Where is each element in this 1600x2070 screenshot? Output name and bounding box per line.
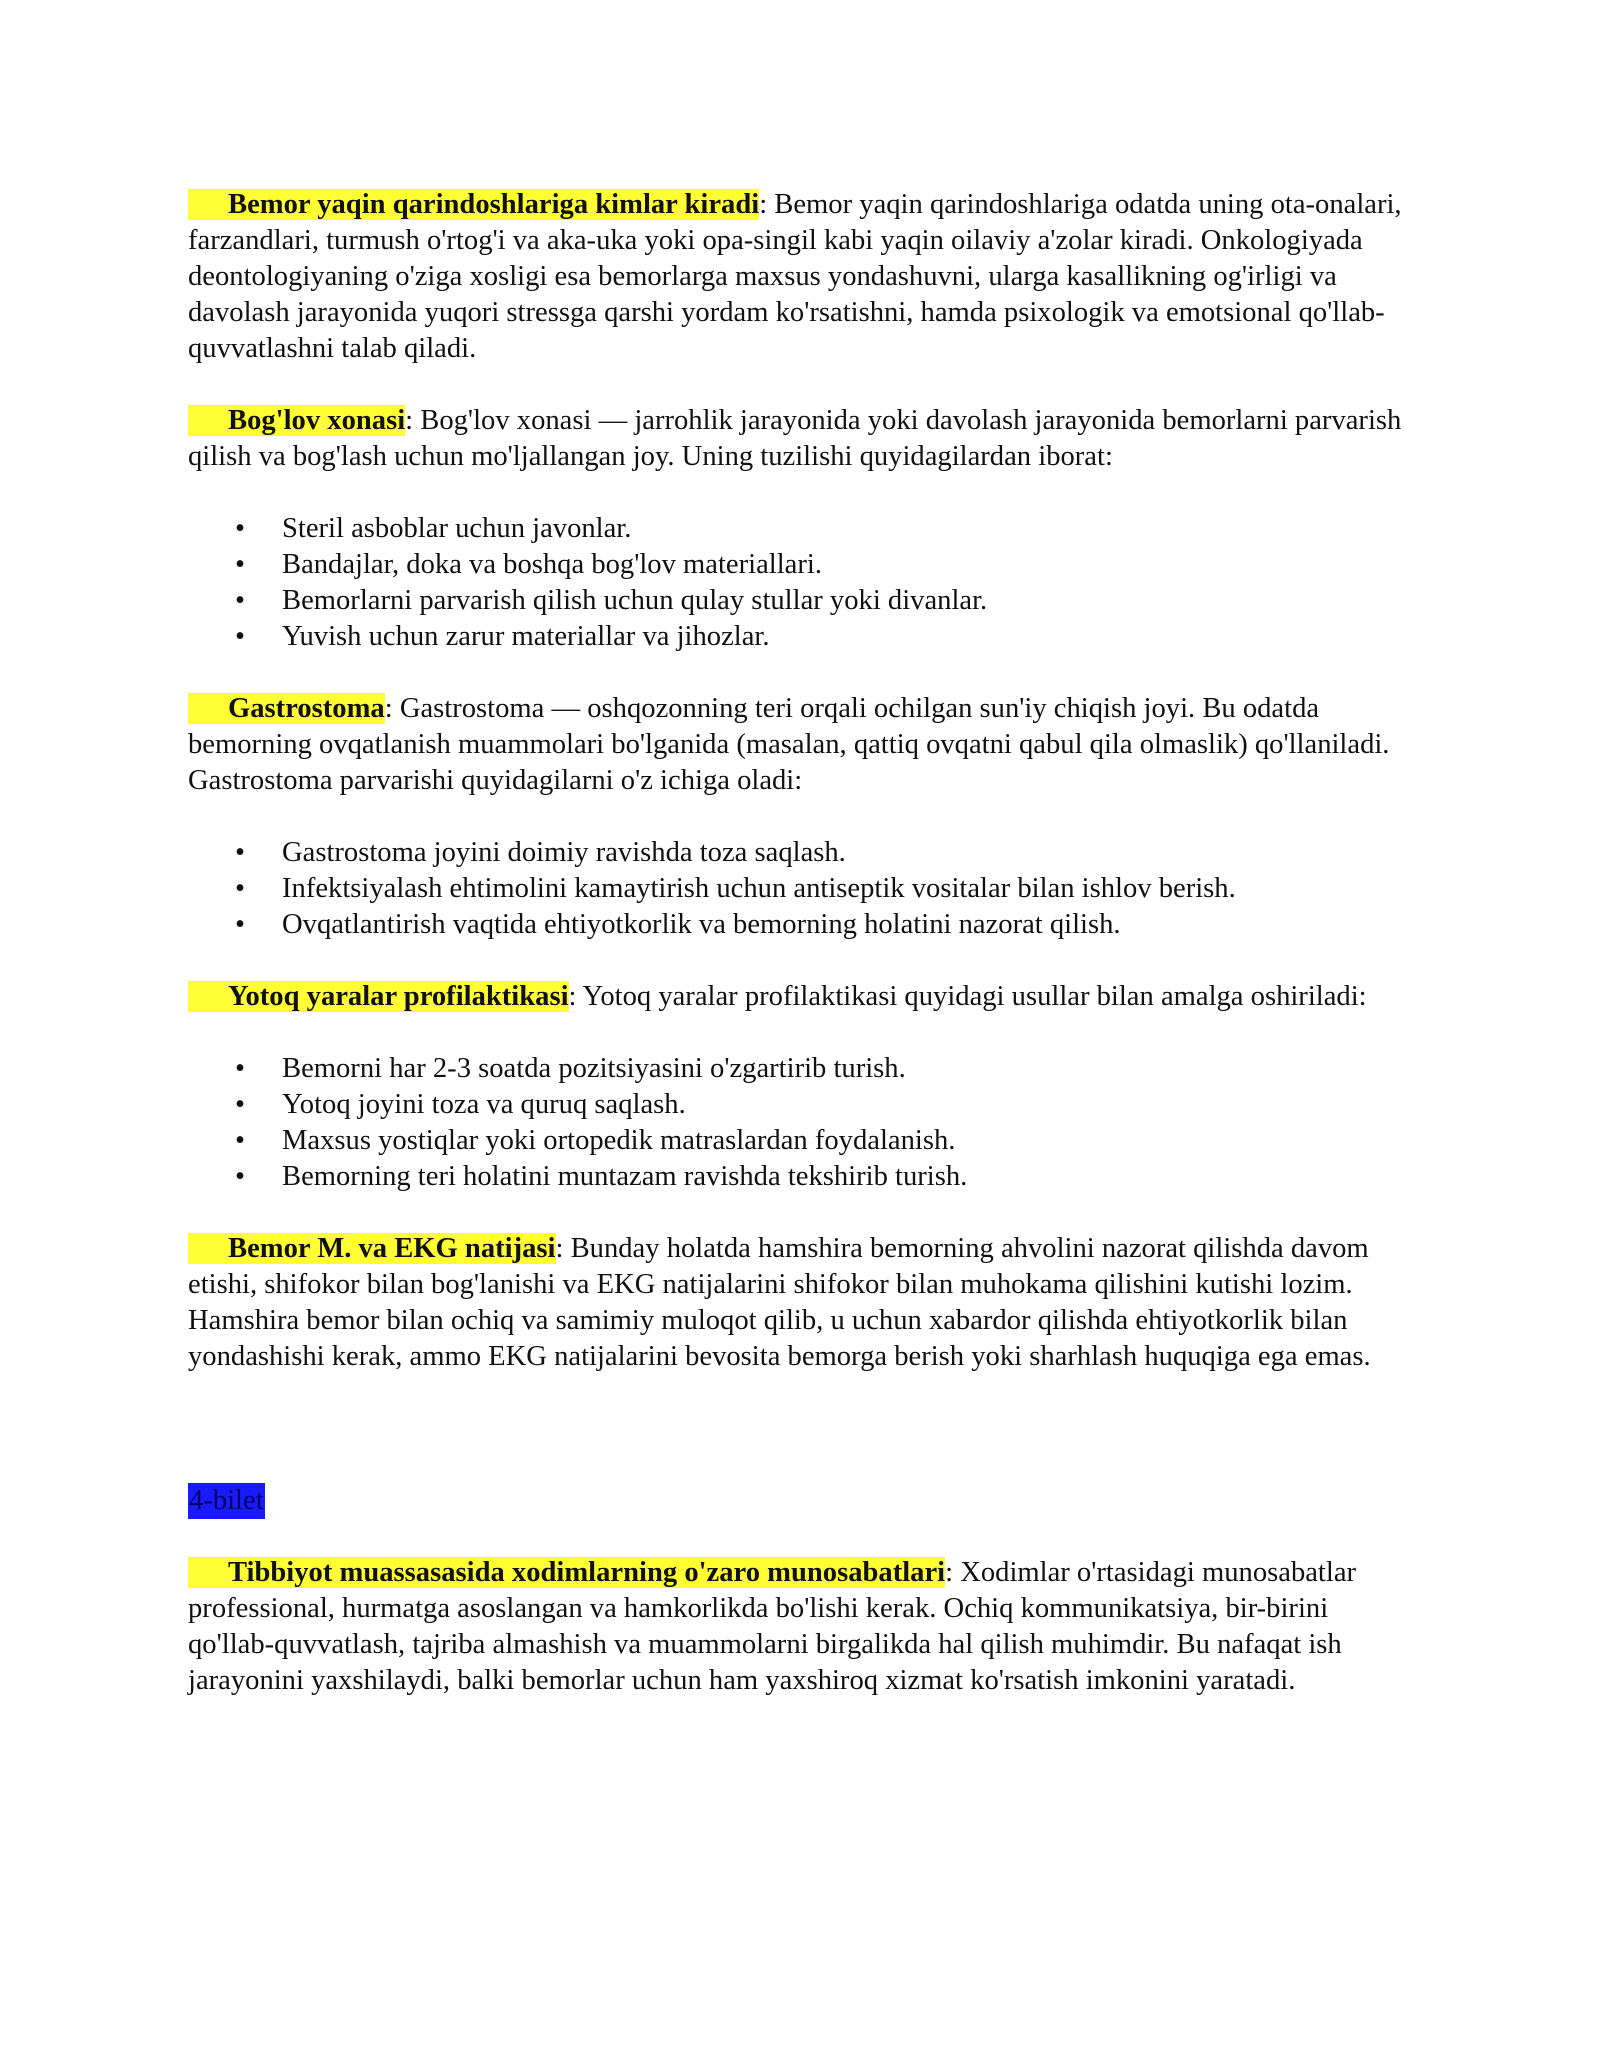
list-item: • Maxsus yostiqlar yoki ortopedik matraslardan foydalanish. <box>188 1123 1413 1159</box>
paragraph-gastrostoma <box>188 691 1413 799</box>
bullet-icon: • <box>234 909 245 940</box>
paragraph-dressing-room <box>188 403 1413 475</box>
bullet-icon: • <box>234 549 245 580</box>
bullet-icon: • <box>234 873 245 904</box>
bullet-icon: • <box>234 585 245 616</box>
bullet-icon: • <box>234 837 245 868</box>
document-page <box>188 187 1413 1699</box>
text-bedsores: : Yotoq yaralar profilaktikasi quyidagi usullar bilan amalga oshiriladi: <box>568 981 1367 1012</box>
list-item: • Yuvish uchun zarur materiallar va jihozlar. <box>188 619 1413 655</box>
list-item: • Bemorning teri holatini muntazam ravishda tekshirib turish. <box>188 1159 1413 1195</box>
term-ekg: Bemor M. va EKG natijasi <box>228 1233 556 1264</box>
paragraph-bedsores <box>188 979 1413 1015</box>
bullet-icon: • <box>234 1089 245 1120</box>
paragraph-relatives <box>188 187 1413 367</box>
term-relatives: Bemor yaqin qarindoshlariga kimlar kiradi <box>228 189 760 220</box>
list-item: • Bandajlar, doka va boshqa bog'lov materiallari. <box>188 547 1413 583</box>
list-item: • Bemorlarni parvarish qilish uchun qulay stullar yoki divanlar. <box>188 583 1413 619</box>
term-staff-relations: Tibbiyot muassasasida xodimlarning o'zaro munosabatlari <box>228 1557 946 1588</box>
bullet-icon: • <box>234 1161 245 1192</box>
list-item: • Yotoq joyini toza va quruq saqlash. <box>188 1087 1413 1123</box>
list-item: • Gastrostoma joyini doimiy ravishda toza saqlash. <box>188 835 1413 871</box>
list-item: • Infektsiyalash ehtimolini kamaytirish uchun antiseptik vositalar bilan ishlov berish. <box>188 871 1413 907</box>
bullet-icon: • <box>234 513 245 544</box>
list-item: • Bemorni har 2-3 soatda pozitsiyasini o'zgartirib turish. <box>188 1051 1413 1087</box>
list-item: • Steril asboblar uchun javonlar. <box>188 511 1413 547</box>
bullet-list-dressing-room <box>188 511 1413 655</box>
term-gastrostoma: Gastrostoma <box>228 693 385 724</box>
paragraph-ekg <box>188 1231 1413 1375</box>
ticket-label: 4-bilet <box>188 1483 265 1519</box>
text-ekg: : Bunday holatda hamshira bemorning ahvolini nazorat qilishda davom etishi, shifokor bilan bog'lanishi va EKG natijalarini shifokor bilan muhokama qilishini kutishi lozim. Hamshira bemor bilan ochiq va samimiy muloqot qilib, u uchun xabardor qilishda ehtiyotkorlik bilan yondashishi kerak, ammo EKG natijalarini bevosita bemorga berish yoki sharhlash huquqiga ega emas. <box>188 1233 1371 1372</box>
bullet-icon: • <box>234 621 245 652</box>
bullet-icon: • <box>234 1053 245 1084</box>
bullet-list-bedsores <box>188 1051 1413 1195</box>
ticket-label-line <box>188 1483 1413 1519</box>
list-item: • Ovqatlantirish vaqtida ehtiyotkorlik va bemorning holatini nazorat qilish. <box>188 907 1413 943</box>
bullet-list-gastrostoma <box>188 835 1413 943</box>
text-staff-relations: : Xodimlar o'rtasidagi munosabatlar professional, hurmatga asoslangan va hamkorlikda bo'lishi kerak. Ochiq kommunikatsiya, bir-birini qo'llab-quvvatlash, tajriba almashish va muammolarni birgalikda hal qilish muhimdir. Bu nafaqat ish jarayonini yaxshilaydi, balki bemorlar uchun ham yaxshiroq xizmat ko'rsatish imkonini yaratadi. <box>188 1557 1357 1696</box>
term-dressing-room: Bog'lov xonasi <box>228 405 406 436</box>
text-gastrostoma: : Gastrostoma — oshqozonning teri orqali ochilgan sun'iy chiqish joyi. Bu odatda bemorning ovqatlanish muammolari bo'lganida (masalan, qattiq ovqatni qabul qila olmaslik) qo'llaniladi. Gastrostoma parvarishi quyidagilarni o'z ichiga oladi: <box>188 693 1390 796</box>
paragraph-staff-relations <box>188 1555 1413 1699</box>
text-dressing-room: : Bog'lov xonasi — jarrohlik jarayonida yoki davolash jarayonida bemorlarni parvarish qilish va bog'lash uchun mo'ljallangan joy. Uning tuzilishi quyidagilardan iborat: <box>188 405 1402 472</box>
bullet-icon: • <box>234 1125 245 1156</box>
term-bedsores: Yotoq yaralar profilaktikasi <box>228 981 569 1012</box>
text-relatives: : Bemor yaqin qarindoshlariga odatda uning ota-onalari, farzandlari, turmush o'rtog'i va aka-uka yoki opa-singil kabi yaqin oilaviy a'zolar kiradi. Onkologiyada deontologiyaning o'ziga xosligi esa bemorlarga maxsus yondashuvni, ularga kasallikning og'irligi va davolash jarayonida yuqori stressga qarshi yordam ko'rsatishni, hamda psixologik va emotsional qo'llab-quvvatlashni talab qiladi. <box>188 189 1402 364</box>
